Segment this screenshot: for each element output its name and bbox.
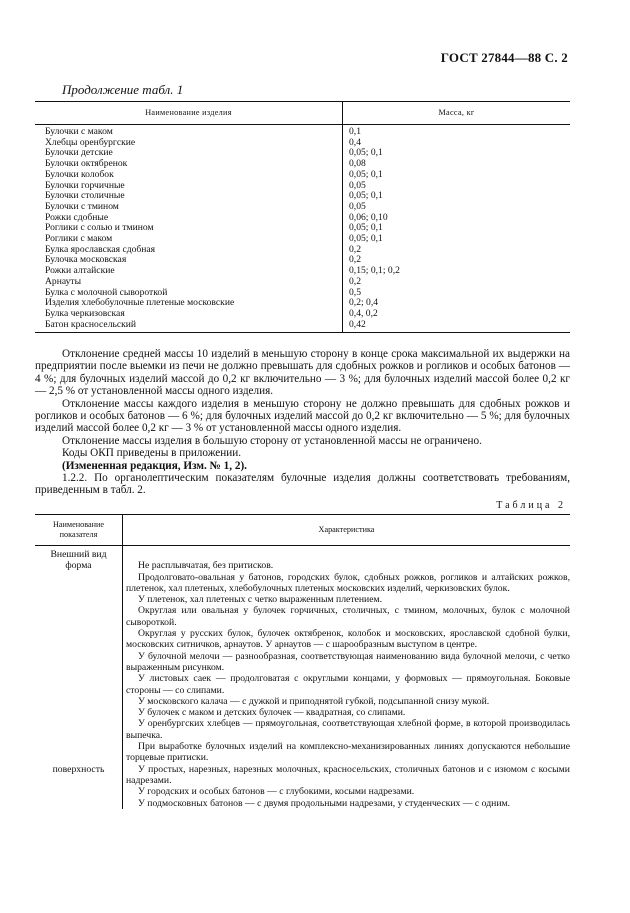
table2-indicator-appearance	[35, 546, 123, 764]
product-name: Булочки с тмином	[35, 202, 343, 213]
product-mass: 0,4, 0,2	[349, 307, 378, 319]
table2	[35, 514, 570, 809]
product-name: Булка черкизовская	[35, 309, 343, 320]
shape-characteristic-line: У булочной мелочи — разнообразная, соответствующая наименованию вида булочной мелочи, с четко выраженным рисунком.	[126, 650, 570, 673]
product-name: Рожки сдобные	[35, 213, 343, 224]
product-mass: 0,05	[349, 200, 366, 212]
surface-lines	[123, 764, 570, 809]
shape-characteristic-line: У листовых саек — продолговатая с округлыми концами, у формовых — прямоугольная. Боковые стороны — со слипами.	[126, 673, 570, 696]
indicator-vid: Внешний вид	[50, 549, 107, 560]
shape-characteristic-line: У булочек с маком и детских булочек — квадратная, со слипами.	[138, 707, 406, 719]
table1-header-mass: Масса, кг	[343, 102, 571, 125]
product-name: Булка ярославская сдобная	[35, 245, 343, 256]
shape-characteristic-line: Округлая у русских булок, булочек октябренок, колобок и московских, ярославской сдобной булки, московских ситничков, арнаутов. У арнаутов — с шарообразным выступом в центре.	[126, 628, 570, 651]
paragraph-upward-deviation: Отклонение массы изделия в большую сторону от установленной массы не ограничено.	[62, 434, 482, 447]
product-name: Булочки детские	[35, 148, 343, 159]
table1-header-name: Наименование изделия	[35, 102, 343, 125]
product-name: Булочки с маком	[35, 125, 343, 138]
product-mass: 0,06; 0,10	[349, 211, 388, 223]
table1-continuation-caption: Продолжение табл. 1	[62, 82, 184, 97]
table1-row	[35, 125, 570, 138]
surface-characteristic-line: У подмосковных батонов — с двумя продольными надрезами, у студенческих — с одним.	[138, 797, 511, 809]
product-mass: 0,42	[343, 320, 571, 333]
shape-characteristic-line: Не расплывчатая, без притисков.	[138, 560, 274, 572]
product-mass: 0,4	[349, 136, 361, 148]
product-name: Булочка московская	[35, 255, 343, 266]
paragraph-amendment: (Измененная редакция, Изм. № 1, 2).	[62, 459, 247, 472]
product-mass: 0,2; 0,4	[349, 297, 379, 309]
table1-row	[35, 170, 570, 181]
shape-characteristic-line: У московского калача — с дужкой и приподнятой губкой, подсыпанной снизу мукой.	[138, 695, 490, 707]
product-mass: 0,05; 0,1	[349, 190, 383, 202]
product-mass: 0,05; 0,1	[349, 222, 383, 234]
table1-row	[35, 138, 570, 149]
table2-characteristic-surface	[123, 764, 571, 809]
product-name: Булка с молочной сывороткой	[35, 288, 343, 299]
table1	[35, 101, 570, 333]
table2-indicator-surface: поверхность	[35, 764, 123, 809]
paragraph-okp-codes: Коды ОКП приведены в приложении.	[62, 447, 242, 460]
product-mass: 0,05; 0,1	[349, 233, 383, 245]
product-name: Арнауты	[35, 277, 343, 288]
surface-characteristic-line: У городских и особых батонов — с глубокими, косыми надрезами.	[138, 786, 415, 798]
paragraph-item-mass-deviation: Отклонение массы каждого изделия в меньшую сторону не должно превышать для сдобных рожков и рогликов и особых батонов — 6 %; для булочных изделий массой до 0,2 кг включительно — 5 %; для булочных изделий массой более 0,2 кг — 3 % от установленной массы одного изделия.	[35, 397, 570, 435]
product-name: Рожки алтайские	[35, 266, 343, 277]
product-mass: 0,1	[349, 126, 361, 137]
product-mass: 0,08	[349, 158, 366, 170]
indicator-forma: форма	[65, 560, 92, 572]
table1-body	[35, 125, 570, 333]
product-mass: 0,15; 0,1; 0,2	[349, 265, 400, 277]
product-name: Хлебцы оренбургские	[35, 138, 343, 149]
product-name: Роглики с солью и тмином	[35, 223, 343, 234]
shape-characteristic-line: При выработке булочных изделий на комплексно-механизированных линиях допускаются небольшие торцевые притиски.	[126, 741, 570, 764]
table2-caption: Таблица 2	[496, 500, 566, 511]
table1-row	[35, 266, 570, 277]
shape-characteristic-line: У плетенок, хал плетеных с четко выраженным плетением.	[138, 594, 383, 606]
shape-characteristic-line: Округлая или овальная у булочек горчичных, столичных, с тмином, молочных, булок с молочной сывороткой.	[126, 605, 570, 628]
char-spacer	[123, 549, 570, 560]
table1-row	[35, 277, 570, 288]
table1-row	[35, 255, 570, 266]
table1-row	[35, 223, 570, 234]
table2-header-indicator: Наименование показателя	[35, 515, 123, 546]
table1-row	[35, 320, 570, 333]
product-name: Булочки октябренок	[35, 159, 343, 170]
shape-characteristic-line: У оренбургских хлебцев — прямоугольная, соответствующая хлебной форме, в которой производилась выпечка.	[126, 718, 570, 741]
paragraph-1-2-2: 1.2.2. По органолептическим показателям булочные изделия должны соответствовать требованиям, приведенным в табл. 2.	[35, 472, 570, 497]
product-mass: 0,2	[349, 275, 361, 287]
page-header-gost: ГОСТ 27844—88 С. 2	[440, 50, 568, 65]
product-name: Булочки горчичные	[35, 181, 343, 192]
table1-row	[35, 159, 570, 170]
surface-characteristic-line: У простых, нарезных, нарезных молочных, красносельских, столичных батонов и с изюмом с косыми надрезами.	[126, 763, 570, 786]
table2-characteristic-shape	[123, 546, 571, 764]
table1-row	[35, 202, 570, 213]
product-mass: 0,05	[349, 179, 366, 191]
product-name: Роглики с маком	[35, 234, 343, 245]
body-text	[35, 348, 570, 497]
shape-lines	[123, 560, 570, 763]
product-name: Изделия хлебобулочные плетеные московские	[35, 298, 343, 309]
product-name: Булочки колобок	[35, 170, 343, 181]
product-mass: 0,5	[349, 286, 361, 298]
product-mass: 0,05; 0,1	[349, 147, 383, 159]
paragraph-avg-mass-deviation: Отклонение средней массы 10 изделий в меньшую сторону в конце срока максимальной их выдержки на предприятии после выемки из печи не должно превышать для сдобных рожков и рогликов и особых батонов — 4 %; для булочных изделий массой до 0,2 кг включительно — 3 %; для булочных изделий массой более 0,2 кг — 2,5 % от установленной массы одного изделия.	[35, 348, 570, 398]
product-mass: 0,05; 0,1	[349, 168, 383, 180]
table2-header-characteristic: Характеристика	[123, 515, 571, 546]
shape-characteristic-line: Продолговато-овальная у батонов, городских булок, сдобных рожков, рогликов и алтайских рожков, плетенок, хал плетеных, хлебобулочных плетеных московских изделий, черкизовских булок.	[126, 571, 570, 594]
product-mass: 0,2	[349, 243, 361, 255]
product-name: Батон красносельский	[35, 320, 343, 333]
product-name: Булочки столичные	[35, 191, 343, 202]
product-mass: 0,2	[349, 254, 361, 266]
